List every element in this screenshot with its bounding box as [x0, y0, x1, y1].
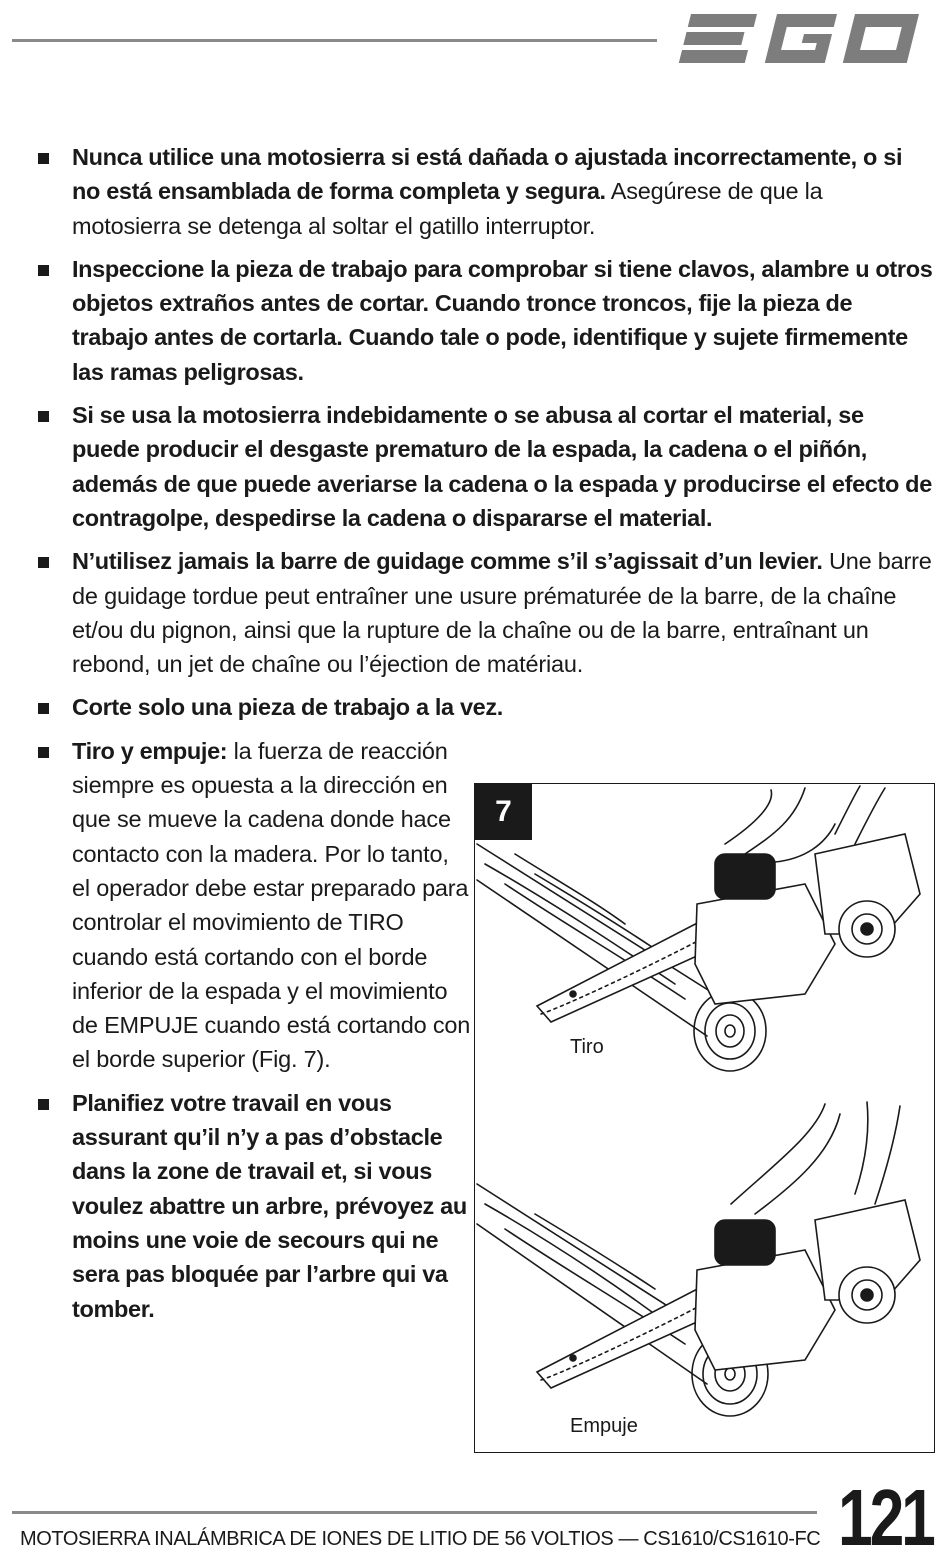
header-rule	[12, 39, 657, 42]
chainsaw-pull-push-illustration	[475, 784, 935, 1453]
list-item	[38, 690, 933, 724]
bullet-marker	[38, 411, 49, 422]
bullet-bold-text: Planifiez votre travail en vous assurant qu’il n’y a pas d’obstacle dans la zone de travail et, si vous voulez abattre un arbre, prévoyez au moins une voie de secours qui ne sera pas bloquée par l’arbre qui va tomber.	[72, 1089, 467, 1322]
bullet-text: Une barre de guidage tordue peut entraîner une usure prématurée de la barre, de la chaîne et/ou du pignon, ainsi que la rupture de la chaîne ou de la barre, entraînant un rebond, un jet de chaîne ou l’éjection de matériau.	[72, 548, 932, 678]
list-item	[38, 734, 472, 1077]
figure-7	[474, 783, 935, 1453]
footer-rule	[12, 1511, 817, 1514]
bullet-text: Asegúrese de que la motosierra se detenga al soltar el gatillo interruptor.	[72, 178, 823, 239]
ego-logo	[678, 10, 936, 68]
bullet-bold-text: N’utilisez jamais la barre de guidage comme s’il s’agissait d’un levier.	[72, 548, 823, 575]
chainsaw-illustration-bottom	[537, 1102, 920, 1388]
bullet-marker	[38, 1099, 49, 1110]
bullet-bold-text: Inspeccione la pieza de trabajo para comprobar si tiene clavos, alambre u otros objetos extraños antes de cortar. Cuando tronce troncos, fije la pieza de trabajo antes de cortarla. Cuando tale o pode, identifique y sujete firmemente las ramas peligrosas.	[72, 255, 933, 385]
bullet-marker	[38, 557, 49, 568]
bullet-marker	[38, 265, 49, 276]
bullet-bold-text: Si se usa la motosierra indebidamente o se abusa al cortar el material, se puede producir el desgaste prematuro de la espada, la cadena o el piñón, además de que puede averiarse la cadena o la espada y producirse el efecto de contragolpe, despedirse la cadena o dispararse el material.	[72, 402, 932, 531]
list-item	[38, 544, 933, 681]
page-number: 121	[838, 1473, 933, 1562]
bullet-text: la fuerza de reacción siempre es opuesta a la dirección en que se mueve la cadena donde hace contacto con la madera. Por lo tanto, el operador debe estar preparado para controlar el movimiento de TIRO cuando está cortando con el borde inferior de la espada y el movimiento de EMPUJE cuando está cortando con el borde superior (Fig. 7).	[72, 737, 471, 1073]
footer-title: MOTOSIERRA INALÁMBRICA DE IONES DE LITIO DE 56 VOLTIOS — CS1610/CS1610-FC	[20, 1528, 821, 1550]
bullet-bold-text: Corte solo una pieza de trabajo a la vez.	[72, 694, 503, 721]
bullet-bold-text: Nunca utilice una motosierra si está dañada o ajustada incorrectamente, o si no está ensamblada de forma completa y segura.	[72, 144, 903, 205]
bullet-bold-text: Tiro y empuje:	[72, 737, 228, 764]
list-item	[38, 1086, 472, 1326]
caption-tiro: Tiro	[570, 1036, 604, 1058]
figure-number: 7	[475, 784, 532, 840]
bullet-marker	[38, 747, 49, 758]
list-item	[38, 140, 933, 243]
caption-empuje: Empuje	[570, 1415, 638, 1437]
list-item	[38, 398, 933, 535]
bullet-marker	[38, 153, 49, 164]
bullet-marker	[38, 703, 49, 714]
list-item	[38, 252, 933, 389]
